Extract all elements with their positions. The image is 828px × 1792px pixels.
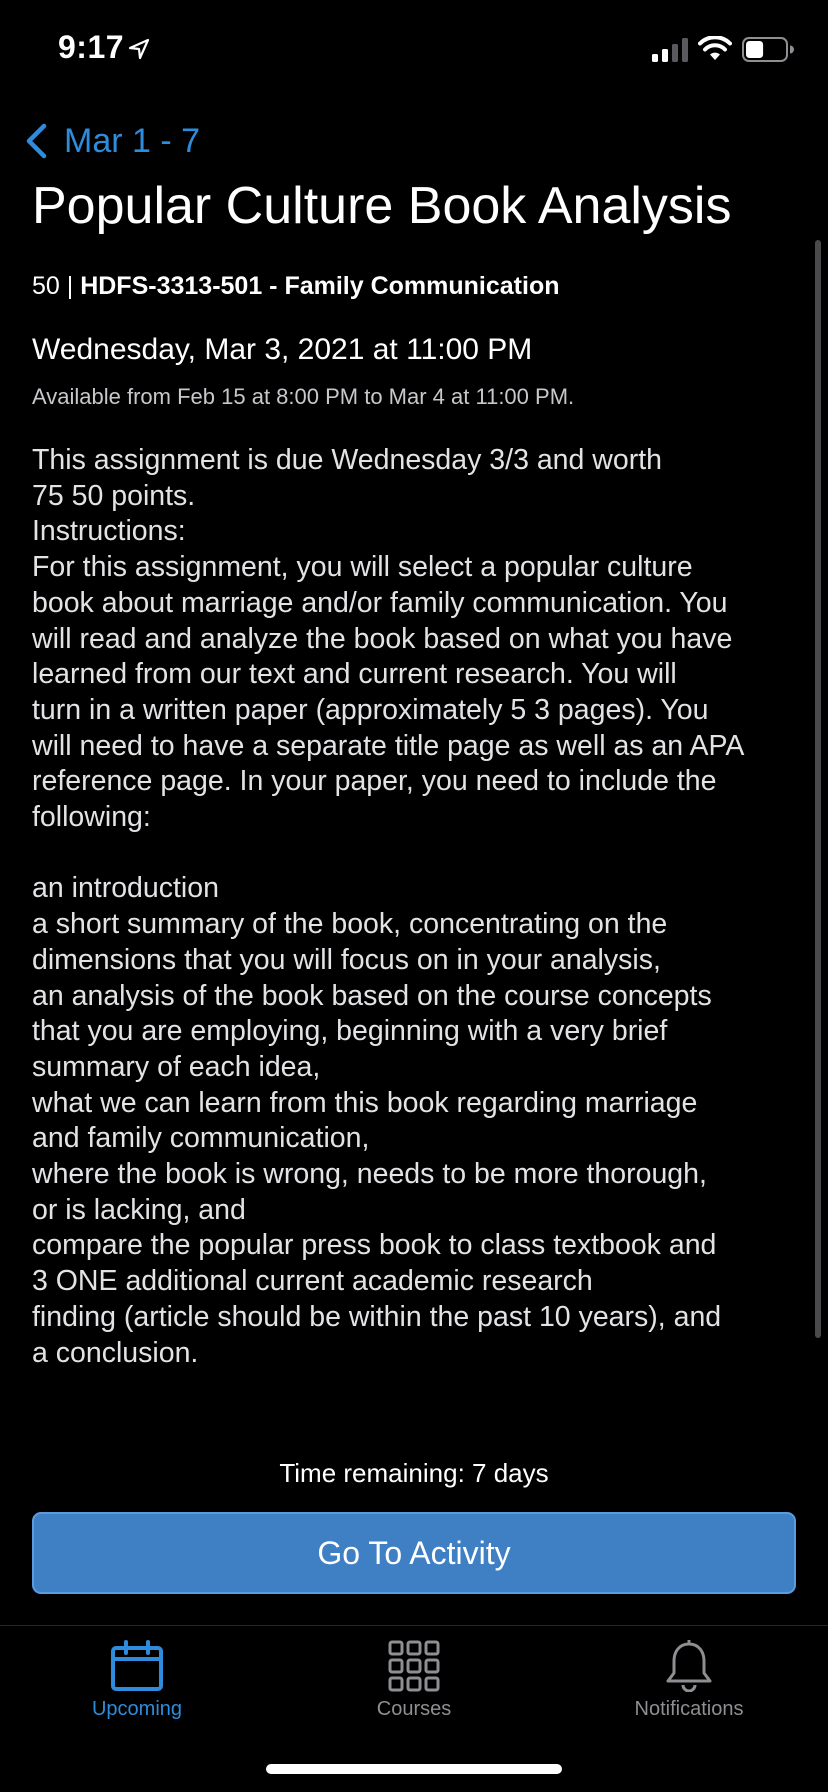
description-line: 75 50 points. [32,479,196,512]
description-line: an introduction [32,872,219,905]
description-line: what we can learn from this book regarding marriage [32,1086,698,1119]
availability-text: Available from Feb 15 at 8:00 PM to Mar 4 at 11:00 PM. [32,384,575,409]
description-line: 3 ONE additional current academic research [32,1265,593,1298]
description-line: learned from our text and current research. You will [32,658,677,691]
description-line: turn in a written paper (approximately 5 3 pages). You [32,693,709,726]
bell-icon [665,1640,713,1692]
description-line: This assignment is due Wednesday 3/3 and worth [32,444,662,476]
battery-icon [742,37,794,62]
description-line: a short summary of the book, concentrating on the [32,908,668,941]
description-line: compare the popular press book to class textbook and [32,1229,717,1262]
calendar-icon [110,1640,164,1692]
scrollbar[interactable] [815,240,821,1338]
description-line: For this assignment, you will select a popular culture [32,551,693,584]
status-bar [0,0,828,100]
description-line: Instructions: [32,515,186,548]
description-line [32,836,812,872]
description-line: will read and analyze the book based on what you have [32,622,733,655]
description-line: and family communication, [32,1122,370,1155]
description-line: summary of each idea, [32,1050,321,1083]
tab-upcoming[interactable] [37,1640,237,1740]
description-line: finding (article should be within the past 10 years), and [32,1300,722,1333]
wifi-icon [698,36,732,62]
cellular-signal-icon [652,38,690,62]
back-label: Mar 1 - 7 [64,121,201,160]
chevron-left-icon [24,122,48,160]
points-value: 50 [32,272,60,300]
tab-notifications-label: Notifications [634,1698,744,1720]
course-name: HDFS-3313-501 - Family Communication [80,272,560,300]
tab-upcoming-label: Upcoming [91,1698,183,1720]
description-line: dimensions that you will focus on in your analysis, [32,943,661,976]
course-line [32,272,560,301]
tab-courses[interactable] [314,1640,514,1740]
status-time: 9:17 [58,29,125,65]
due-date: Wednesday, Mar 3, 2021 at 11:00 PM [32,333,533,366]
tab-courses-label: Courses [376,1698,452,1720]
assignment-title: Popular Culture Book Analysis [32,177,732,235]
back-button[interactable] [24,118,200,164]
tab-notifications[interactable] [589,1640,789,1740]
go-to-activity-button[interactable]: Go To Activity [32,1512,796,1594]
home-indicator[interactable] [266,1764,562,1774]
separator: | [59,272,81,300]
description-line: or is lacking, and [32,1193,246,1226]
description-line: where the book is wrong, needs to be more thorough, [32,1158,707,1191]
description-line: will need to have a separate title page as well as an APA [32,729,745,762]
time-remaining: Time remaining: 7 days [279,1458,549,1488]
location-arrow-icon [128,38,150,60]
description-line: that you are employing, beginning with a very brief [32,1015,668,1048]
assignment-description [32,443,812,1371]
description-line: reference page. In your paper, you need to include the [32,765,717,798]
grid-icon [388,1640,440,1692]
description-line: an analysis of the book based on the course concepts [32,979,712,1012]
description-line: book about marriage and/or family communication. You [32,586,728,619]
description-line: following: [32,801,151,834]
description-line: a conclusion. [32,1336,199,1369]
